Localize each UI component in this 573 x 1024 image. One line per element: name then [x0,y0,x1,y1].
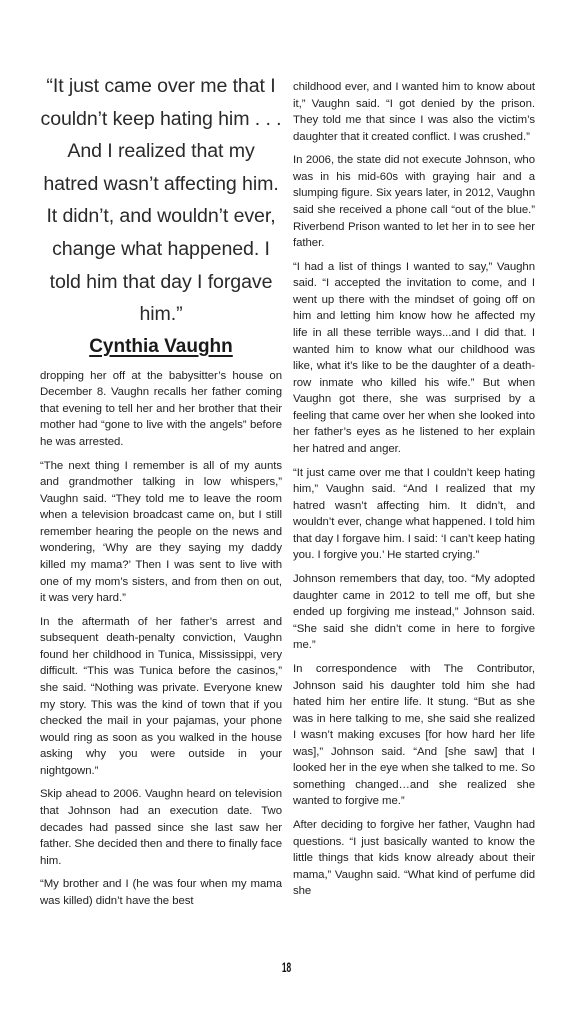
right-column [293,79,535,907]
body-paragraph: childhood ever, and I wanted him to know about it,” Vaughn said. “I got denied by the prison. They told me that since I was also the victim’s daughter that it created conflict. I was crushed.” [293,81,535,143]
left-column [40,70,282,917]
body-paragraph: “My brother and I (he was four when my mama was killed) didn’t have the best [40,878,282,907]
pull-quote: “It just came over me that I couldn’t keep hating him . . . And I realized that my hatred wasn’t affecting him. It didn’t, and wouldn’t ever, change what happened. I told him that day I forgave him.” [40,75,282,326]
body-paragraph: dropping her off at the babysitter’s house on December 8. Vaughn recalls her father coming that evening to tell her and her brother that their mother had “gone to live with the angels” before he was arrested. [40,369,282,448]
body-paragraph: Johnson remembers that day, too. “My adopted daughter came in 2012 to tell me off, but she ended up forgiving me instead,” Johnson said. “She said she didn’t come in here to forgive me.” [293,573,535,652]
pull-quote-author: Cynthia Vaughn [89,335,233,357]
body-paragraph: In the aftermath of her father’s arrest and subsequent death-penalty conviction, Vaughn found her childhood in Tunica, Mississippi, very difficult. “This was Tunica before the casinos,” she said. “Nothing was private. Everyone knew my story. This was the kind of town that if you checked the mail in your pajamas, your phone would ring as soon as you walked in the house asking why you were outside in your nightgown.” [40,615,282,777]
body-paragraph: After deciding to forgive her father, Vaughn had questions. “I just basically wanted to know the little things that kids know already about their mama,” Vaughn said. “What kind of perfume did she [293,819,535,898]
page-number: 18 [281,959,292,975]
body-paragraph: In correspondence with The Contributor, Johnson said his daughter told him she had hated him her entire life. It stung. “But as she was in here talking to me, she said she realized I wasn’t making excuses [for how hard her life was],” Johnson said. “And [she saw] that I looked her in the eye when she talked to me. So something changed…and she realized she wanted to forgive me.” [293,662,535,808]
body-paragraph: “It just came over me that I couldn’t keep hating him,” Vaughn said. “And I realized that my hatred wasn’t affecting him. It didn’t, and wouldn’t ever, change what happened. I told him that day I forgave him. I said: ‘I can’t keep hating you. I forgive you.’ He started crying.” [293,466,535,562]
body-paragraph: “I had a list of things I wanted to say,” Vaughn said. “I accepted the invitation to come, and I went up there with the mindset of going off on him and letting him know how he affected my life in all these terrible ways...and I did that. I wanted him to know what our childhood was like, what it’s like to be the daughter of a death-row inmate who killed his wife.” But when Vaughn got there, she was surprised by a feeling that came over her when she looked into her father’s eyes as he listened to her explain her hatred and anger. [293,260,535,455]
body-paragraph: In 2006, the state did not execute Johnson, who was in his mid-60s with graying hair and a slumping figure. Six years later, in 2012, Vaughn said she received a phone call “out of the blue.” Riverbend Prison wanted to let her in to see her father. [293,154,535,250]
body-paragraph: “The next thing I remember is all of my aunts and grandmother talking in low whispers,” Vaughn said. “They told me to leave the room when a television broadcast came on, but I still remember hearing the people on the news and wondering, ‘Why are they saying my daddy killed my mama?’ Then I was sent to live with one of my mom’s sisters, and from then on out, it was very hard.” [40,459,282,605]
body-paragraph: Skip ahead to 2006. Vaughn heard on television that Johnson had an execution date. Two decades had passed since she last saw her father. She decided then and there to finally face him. [40,788,282,867]
